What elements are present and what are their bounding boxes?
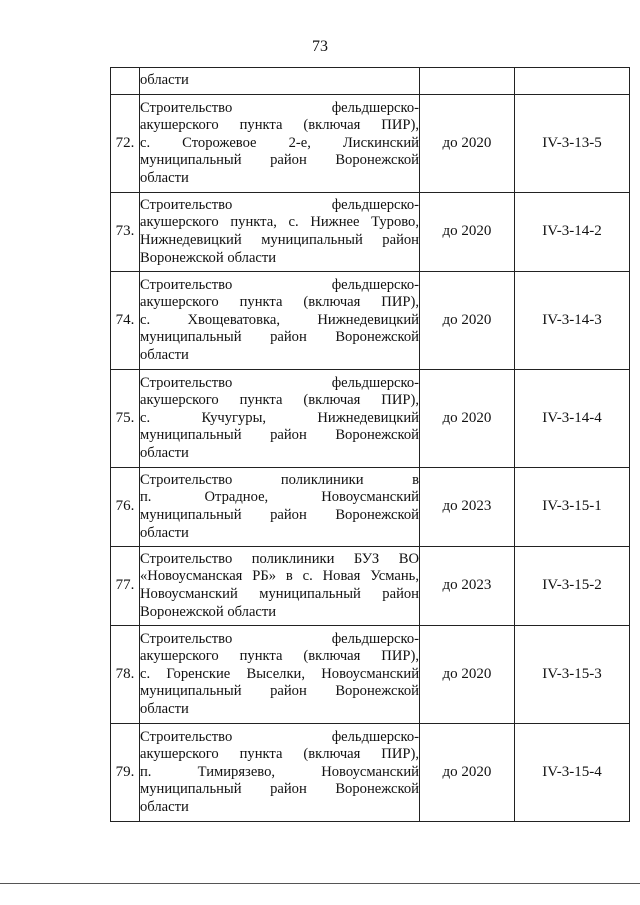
date-cell: до 2020	[420, 193, 515, 272]
date-cell: до 2023	[420, 547, 515, 626]
description-line	[140, 648, 419, 666]
description-line	[140, 666, 419, 684]
code-cell: IV-3-14-3	[515, 272, 630, 370]
table-row	[111, 193, 630, 272]
description-word: Строительство поликлиники в	[140, 471, 419, 488]
description-word: фельдшерско-	[331, 728, 419, 745]
description-word: муниципальный	[140, 683, 242, 700]
row-number-cell: 72.	[111, 95, 140, 193]
description-word: с.	[140, 409, 151, 426]
code-cell: IV-3-14-2	[515, 193, 630, 272]
description-word: Отрадное,	[204, 489, 269, 506]
description-word: Нижнедевицкий	[317, 311, 419, 328]
description-word: «Новоусманская РБ» в с. Новая Усмань,	[140, 568, 419, 585]
description-word: области	[140, 444, 189, 461]
description-line	[140, 250, 419, 268]
description-word: муниципальный	[140, 329, 242, 346]
description-line	[140, 232, 419, 250]
description-word: Лискинский	[342, 134, 419, 151]
description-cell	[140, 468, 420, 547]
description-word: с. Горенские Выселки, Новоусманский	[140, 665, 419, 682]
description-word: муниципальный	[140, 781, 242, 798]
description-line	[140, 764, 419, 782]
description-line	[140, 472, 419, 490]
description-word: Сторожевое	[182, 134, 257, 151]
row-number-cell: 76.	[111, 468, 140, 547]
description-word: акушерского пункта (включая ПИР),	[140, 392, 419, 409]
description-word: Воронежской области	[140, 249, 277, 266]
description-word: области	[140, 346, 189, 363]
description-word: район	[270, 427, 307, 444]
description-word: Кучугуры,	[201, 409, 267, 426]
description-word: акушерского пункта, с. Нижнее Турово,	[140, 214, 419, 231]
description-word: области	[140, 169, 189, 186]
description-word: фельдшерско-	[331, 196, 419, 213]
description-word: муниципальный	[140, 152, 242, 169]
code-cell	[515, 68, 630, 95]
description-word: Воронежской	[335, 781, 419, 798]
description-word: с.	[140, 134, 151, 151]
description-line	[140, 312, 419, 330]
description-word: п.	[140, 763, 152, 780]
description-word: Воронежской	[335, 683, 419, 700]
description-word: области	[140, 700, 189, 717]
code-cell: IV-3-14-4	[515, 370, 630, 468]
description-cell	[140, 626, 420, 724]
table-row	[111, 547, 630, 626]
description-word: Строительство поликлиники БУЗ ВО	[140, 550, 419, 567]
description-line	[140, 683, 419, 701]
description-line	[140, 586, 419, 604]
description-word: Новоусманский	[321, 763, 419, 780]
description-word: п.	[140, 489, 152, 506]
description-line	[140, 152, 419, 170]
description-line	[140, 375, 419, 393]
row-number-cell: 73.	[111, 193, 140, 272]
description-word: акушерского пункта (включая ПИР),	[140, 746, 419, 763]
description-cell	[140, 724, 420, 822]
description-cell	[140, 272, 420, 370]
description-word: фельдшерско-	[331, 276, 419, 293]
description-word: Воронежской	[335, 507, 419, 523]
description-cell	[140, 68, 420, 95]
code-cell: IV-3-15-4	[515, 724, 630, 822]
description-line	[140, 507, 419, 525]
description-word: Строительство	[140, 374, 233, 391]
description-word: Строительство	[140, 276, 233, 293]
description-line	[140, 117, 419, 135]
date-cell: до 2020	[420, 95, 515, 193]
code-cell: IV-3-13-5	[515, 95, 630, 193]
description-word: акушерского пункта (включая ПИР),	[140, 294, 419, 311]
row-number-cell: 78.	[111, 626, 140, 724]
description-line	[140, 631, 419, 649]
description-line	[140, 427, 419, 445]
description-line	[140, 214, 419, 232]
description-line	[140, 701, 419, 719]
table-row	[111, 95, 630, 193]
description-word: фельдшерско-	[331, 99, 419, 116]
description-word: Хвощеватовка,	[187, 311, 280, 328]
description-cell	[140, 193, 420, 272]
description-word: Строительство	[140, 630, 233, 647]
description-line	[140, 551, 419, 569]
date-cell: до 2020	[420, 272, 515, 370]
table-row	[111, 272, 630, 370]
description-word: Новоусманский	[321, 489, 419, 506]
description-cell	[140, 547, 420, 626]
table-row	[111, 370, 630, 468]
page-number: 73	[312, 38, 328, 55]
date-cell: до 2020	[420, 626, 515, 724]
description-line	[140, 604, 419, 622]
description-word: район	[270, 152, 307, 169]
description-word: Новоусманский муниципальный район	[140, 586, 419, 602]
description-word: Тимирязево,	[197, 763, 276, 780]
description-word: Строительство	[140, 196, 233, 213]
description-word: муниципальный	[140, 427, 242, 444]
date-cell: до 2020	[420, 724, 515, 822]
description-word: Воронежской	[335, 152, 419, 169]
description-line	[140, 170, 419, 188]
description-line	[140, 294, 419, 312]
description-line	[140, 197, 419, 215]
row-number-cell: 77.	[111, 547, 140, 626]
description-word: район	[270, 507, 307, 523]
description-word: Нижнедевицкий	[317, 409, 419, 426]
row-number-cell: 74.	[111, 272, 140, 370]
description-line	[140, 746, 419, 764]
description-cell	[140, 95, 420, 193]
description-word: Строительство	[140, 99, 233, 116]
description-line	[140, 489, 419, 507]
footer-rule	[0, 883, 640, 884]
date-cell: до 2020	[420, 370, 515, 468]
description-line	[140, 799, 419, 817]
description-line	[140, 525, 419, 543]
description-line	[140, 277, 419, 295]
description-word: район	[270, 781, 307, 798]
description-word: 2-е,	[288, 134, 311, 151]
description-line	[140, 445, 419, 463]
projects-table	[110, 67, 630, 822]
description-word: фельдшерско-	[331, 374, 419, 391]
description-word: акушерского пункта (включая ПИР),	[140, 648, 419, 665]
description-line	[140, 410, 419, 428]
row-number-cell	[111, 68, 140, 95]
date-cell	[420, 68, 515, 95]
description-word: район	[270, 683, 307, 700]
description-line	[140, 135, 419, 153]
description-word: с.	[140, 311, 151, 328]
description-line	[140, 329, 419, 347]
date-cell: до 2023	[420, 468, 515, 547]
code-cell: IV-3-15-1	[515, 468, 630, 547]
description-line	[140, 729, 419, 747]
table-row	[111, 724, 630, 822]
description-cell	[140, 370, 420, 468]
description-line	[140, 100, 419, 118]
description-word: Нижнедевицкий муниципальный район	[140, 232, 419, 248]
code-cell: IV-3-15-3	[515, 626, 630, 724]
description-text: области	[140, 72, 189, 89]
table-row	[111, 626, 630, 724]
description-word: Воронежской области	[140, 603, 277, 620]
row-number-cell: 79.	[111, 724, 140, 822]
description-word: Строительство	[140, 728, 233, 745]
description-word: муниципальный	[140, 507, 242, 523]
table-row-continuation	[111, 68, 630, 95]
description-word: акушерского пункта (включая ПИР),	[140, 117, 419, 134]
description-word: области	[140, 798, 189, 815]
description-line	[140, 347, 419, 365]
description-word: Воронежской	[335, 329, 419, 346]
table-row	[111, 468, 630, 547]
description-line	[140, 392, 419, 410]
description-word: области	[140, 524, 189, 541]
code-cell: IV-3-15-2	[515, 547, 630, 626]
row-number-cell: 75.	[111, 370, 140, 468]
description-word: район	[270, 329, 307, 346]
description-word: фельдшерско-	[331, 630, 419, 647]
description-word: Воронежской	[335, 427, 419, 444]
description-line	[140, 781, 419, 799]
description-line	[140, 568, 419, 586]
